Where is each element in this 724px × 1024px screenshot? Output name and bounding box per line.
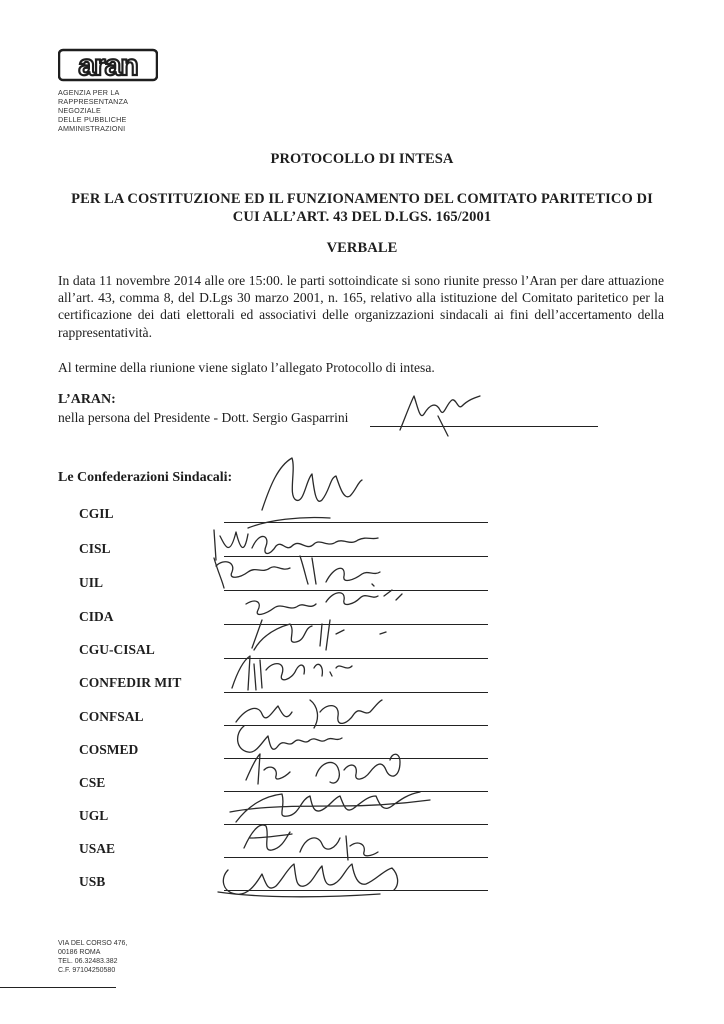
address-line: VIA DEL CORSO 476, xyxy=(58,940,128,947)
aran-logo xyxy=(58,44,158,84)
subtitle-line: PER LA COSTITUZIONE ED IL FUNZIONAMENTO DEL COMITATO PARITETICO DI xyxy=(71,191,653,207)
agency-line: DELLE PUBBLICHE xyxy=(58,115,127,124)
signature-confsal xyxy=(236,700,382,728)
signature-line xyxy=(224,824,488,825)
confederation-label: CONFEDIR MIT xyxy=(79,675,182,690)
signature-line xyxy=(224,692,488,693)
address-line: TEL. 06.32483.382 xyxy=(58,958,118,965)
document-title: PROTOCOLLO DI INTESA xyxy=(270,151,454,167)
address-line: 00186 ROMA xyxy=(58,949,101,956)
aran-signatory-name: nella persona del Presidente - Dott. Sergio Gasparrini xyxy=(58,410,349,425)
closing-paragraph: Al termine della riunione viene siglato l’allegato Protocollo di intesa. xyxy=(58,360,435,375)
signature-line xyxy=(224,590,488,591)
confederation-label: UGL xyxy=(79,808,109,823)
confederations-label: Le Confederazioni Sindacali: xyxy=(58,470,233,485)
aran-label: L’ARAN: xyxy=(58,392,116,407)
signature-confedir xyxy=(232,656,352,690)
footer-address xyxy=(58,939,127,975)
confederation-label: USAE xyxy=(79,841,116,856)
svg-text:aran: aran xyxy=(78,49,138,82)
confederation-label: CIDA xyxy=(79,609,114,624)
agency-line: RAPPRESENTANZA xyxy=(58,97,129,106)
signature-cgil xyxy=(248,458,362,528)
confederation-label: UIL xyxy=(79,575,104,590)
signature-usae xyxy=(244,825,378,860)
confederation-label: COSMED xyxy=(79,742,139,757)
signature-line xyxy=(224,791,488,792)
signature-line xyxy=(224,624,488,625)
footer-rule xyxy=(0,987,116,988)
confederation-label: CGU-CISAL xyxy=(79,642,155,657)
signature-line xyxy=(224,658,488,659)
signature-usb xyxy=(218,864,398,897)
signature-aran xyxy=(400,396,480,436)
agency-line: NEGOZIALE xyxy=(58,106,101,115)
confederation-label: CISL xyxy=(79,541,111,556)
document-subtitle xyxy=(0,190,724,226)
minutes-paragraph: In data 11 novembre 2014 alle ore 15:00. le parti sottoindicate si sono riunite presso l’Aran per dare attuazione all’art. 43, comma 8, del D.Lgs 30 marzo 2001, n. 165, relativo alla istituzione del Comitato paritetico per la certificazione dei dati elettorali ed associativi delle organizzazioni sindacali ai fini dell’accertamento della rappresentatività. xyxy=(58,273,664,340)
confederation-label: USB xyxy=(79,874,106,889)
signature-line xyxy=(224,556,488,557)
agency-line: AGENZIA PER LA xyxy=(58,88,120,97)
address-line: C.F. 97104250580 xyxy=(58,967,116,974)
signature-cida xyxy=(246,584,402,614)
signature-ugl xyxy=(230,792,430,822)
signature-line xyxy=(224,890,488,891)
confederation-label: CGIL xyxy=(79,506,114,521)
signature-line xyxy=(224,857,488,858)
signature-line xyxy=(224,725,488,726)
confederation-label: CONFSAL xyxy=(79,709,144,724)
signature-line xyxy=(370,426,598,427)
subtitle-line: CUI ALL’ART. 43 DEL D.LGS. 165/2001 xyxy=(232,209,492,225)
section-heading: VERBALE xyxy=(326,240,398,256)
signature-cosmed xyxy=(238,726,342,752)
signature-uil xyxy=(214,556,380,588)
confederation-label: CSE xyxy=(79,775,106,790)
signature-line xyxy=(224,758,488,759)
signature-line xyxy=(224,522,488,523)
agency-line: AMMINISTRAZIONI xyxy=(58,124,126,133)
agency-name xyxy=(58,88,128,133)
